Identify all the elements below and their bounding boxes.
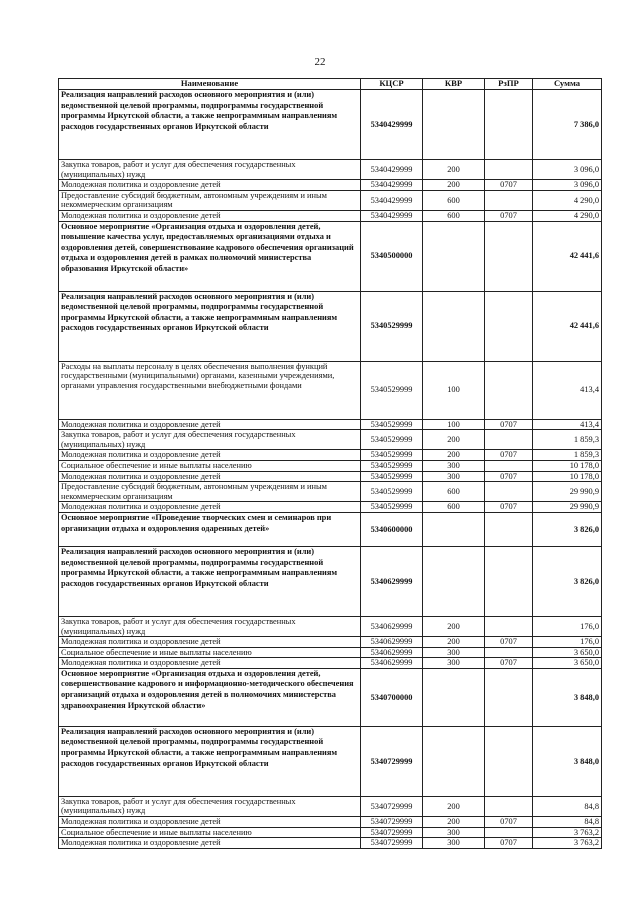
cell-sum: 3 763,2 <box>533 838 602 849</box>
cell-sum: 7 386,0 <box>533 90 602 160</box>
cell-kvr: 100 <box>423 361 485 419</box>
cell-kcsr: 5340529999 <box>361 460 423 471</box>
cell-kvr: 200 <box>423 450 485 461</box>
cell-kvr: 600 <box>423 502 485 513</box>
table-row <box>59 90 602 160</box>
cell-rzpr <box>485 647 533 658</box>
cell-kcsr: 5340429999 <box>361 160 423 180</box>
table-row <box>59 210 602 221</box>
cell-rzpr <box>485 430 533 450</box>
cell-name: Закупка товаров, работ и услуг для обеспечения государственных (муниципальных) нужд <box>59 160 361 180</box>
table-row <box>59 471 602 482</box>
cell-rzpr <box>485 221 533 291</box>
cell-sum: 4 290,0 <box>533 210 602 221</box>
cell-name: Закупка товаров, работ и услуг для обеспечения государственных (муниципальных) нужд <box>59 796 361 816</box>
cell-name: Молодежная политика и оздоровление детей <box>59 838 361 849</box>
cell-name: Реализация направлений расходов основного мероприятия и (или) ведомственной целевой программы, подпрограммы государственной программы Иркутской области, а также непрограммным направлениям расходов государственных органов Иркутской области <box>59 546 361 616</box>
table-row <box>59 512 602 546</box>
cell-rzpr: 0707 <box>485 502 533 513</box>
cell-kcsr: 5340629999 <box>361 658 423 669</box>
cell-sum: 29 990,9 <box>533 482 602 502</box>
cell-kcsr: 5340529999 <box>361 450 423 461</box>
cell-name: Молодежная политика и оздоровление детей <box>59 180 361 191</box>
cell-sum: 42 441,6 <box>533 221 602 291</box>
cell-sum: 10 178,0 <box>533 471 602 482</box>
table-row <box>59 546 602 616</box>
table-row <box>59 180 602 191</box>
cell-kvr: 300 <box>423 838 485 849</box>
cell-rzpr <box>485 361 533 419</box>
cell-rzpr <box>485 190 533 210</box>
cell-name: Социальное обеспечение и иные выплаты населению <box>59 460 361 471</box>
cell-kcsr: 5340529999 <box>361 361 423 419</box>
cell-sum: 413,4 <box>533 361 602 419</box>
table-row <box>59 419 602 430</box>
cell-sum: 84,8 <box>533 817 602 828</box>
cell-kcsr: 5340529999 <box>361 471 423 482</box>
header-kcsr: КЦСР <box>361 79 423 90</box>
cell-kcsr: 5340729999 <box>361 796 423 816</box>
cell-rzpr <box>485 460 533 471</box>
cell-rzpr <box>485 482 533 502</box>
cell-name: Реализация направлений расходов основного мероприятия и (или) ведомственной целевой программы, подпрограммы государственной программы Иркутской области, а также непрограммным направлениям расходов государственных органов Иркутской области <box>59 726 361 796</box>
table-row <box>59 190 602 210</box>
cell-kcsr: 5340629999 <box>361 616 423 636</box>
cell-kcsr: 5340529999 <box>361 482 423 502</box>
cell-sum: 42 441,6 <box>533 291 602 361</box>
cell-sum: 4 290,0 <box>533 190 602 210</box>
table-row <box>59 616 602 636</box>
table-row <box>59 838 602 849</box>
header-sum: Сумма <box>533 79 602 90</box>
table-row <box>59 460 602 471</box>
cell-name: Закупка товаров, работ и услуг для обеспечения государственных (муниципальных) нужд <box>59 616 361 636</box>
cell-kcsr: 5340729999 <box>361 726 423 796</box>
table-row <box>59 726 602 796</box>
cell-sum: 3 763,2 <box>533 827 602 838</box>
cell-name: Молодежная политика и оздоровление детей <box>59 817 361 828</box>
cell-kcsr: 5340729999 <box>361 838 423 849</box>
cell-name: Молодежная политика и оздоровление детей <box>59 658 361 669</box>
cell-name: Предоставление субсидий бюджетным, автономным учреждениям и иным некоммерческим организациям <box>59 190 361 210</box>
budget-table <box>58 78 602 849</box>
cell-kvr: 200 <box>423 180 485 191</box>
cell-kvr <box>423 512 485 546</box>
cell-sum: 3 650,0 <box>533 658 602 669</box>
cell-rzpr <box>485 160 533 180</box>
table-row <box>59 796 602 816</box>
cell-name: Расходы на выплаты персоналу в целях обеспечения выполнения функций государственными (муниципальными) органами, казенными учреждениями, органами управления государственными внебюджетными фондами <box>59 361 361 419</box>
header-rzpr: РзПР <box>485 79 533 90</box>
cell-kcsr: 5340429999 <box>361 90 423 160</box>
cell-kvr: 300 <box>423 827 485 838</box>
table-row <box>59 450 602 461</box>
cell-name: Социальное обеспечение и иные выплаты населению <box>59 647 361 658</box>
table-row <box>59 160 602 180</box>
cell-kvr: 300 <box>423 460 485 471</box>
cell-kvr: 600 <box>423 482 485 502</box>
cell-sum: 3 096,0 <box>533 180 602 191</box>
cell-kvr <box>423 726 485 796</box>
cell-kcsr: 5340700000 <box>361 668 423 726</box>
cell-sum: 176,0 <box>533 637 602 648</box>
table-row <box>59 361 602 419</box>
cell-rzpr: 0707 <box>485 658 533 669</box>
cell-name: Молодежная политика и оздоровление детей <box>59 419 361 430</box>
cell-rzpr: 0707 <box>485 838 533 849</box>
cell-name: Реализация направлений расходов основного мероприятия и (или) ведомственной целевой программы, подпрограммы государственной программы Иркутской области, а также непрограммным направлениям расходов государственных органов Иркутской области <box>59 291 361 361</box>
cell-kvr: 200 <box>423 637 485 648</box>
cell-name: Молодежная политика и оздоровление детей <box>59 450 361 461</box>
cell-name: Молодежная политика и оздоровление детей <box>59 471 361 482</box>
cell-kvr <box>423 668 485 726</box>
cell-sum: 413,4 <box>533 419 602 430</box>
cell-name: Социальное обеспечение и иные выплаты населению <box>59 827 361 838</box>
cell-rzpr <box>485 546 533 616</box>
cell-rzpr <box>485 827 533 838</box>
cell-rzpr: 0707 <box>485 419 533 430</box>
cell-kvr: 200 <box>423 160 485 180</box>
table-row <box>59 291 602 361</box>
cell-kcsr: 5340729999 <box>361 827 423 838</box>
cell-kvr: 200 <box>423 817 485 828</box>
cell-sum: 29 990,9 <box>533 502 602 513</box>
table-header-row <box>59 79 602 90</box>
cell-rzpr: 0707 <box>485 450 533 461</box>
cell-kcsr: 5340529999 <box>361 419 423 430</box>
cell-sum: 1 859,3 <box>533 430 602 450</box>
cell-rzpr <box>485 291 533 361</box>
cell-kvr: 300 <box>423 647 485 658</box>
cell-rzpr: 0707 <box>485 180 533 191</box>
cell-rzpr <box>485 512 533 546</box>
cell-name: Молодежная политика и оздоровление детей <box>59 502 361 513</box>
cell-name: Основное мероприятие «Организация отдыха и оздоровления детей, повышение качества услуг, предоставляемых организациями отдыха и оздоровления детей, совершенствование кадрового обеспечения организаций отдыха и оздоровления детей в рамках полномочий министерства образования Иркутской области» <box>59 221 361 291</box>
cell-rzpr: 0707 <box>485 817 533 828</box>
table-row <box>59 647 602 658</box>
table-row <box>59 637 602 648</box>
cell-sum: 1 859,3 <box>533 450 602 461</box>
table-row <box>59 827 602 838</box>
cell-kcsr: 5340500000 <box>361 221 423 291</box>
cell-rzpr <box>485 616 533 636</box>
cell-name: Предоставление субсидий бюджетным, автономным учреждениям и иным некоммерческим организациям <box>59 482 361 502</box>
cell-rzpr <box>485 668 533 726</box>
cell-name: Молодежная политика и оздоровление детей <box>59 210 361 221</box>
cell-name: Молодежная политика и оздоровление детей <box>59 637 361 648</box>
cell-name: Реализация направлений расходов основного мероприятия и (или) ведомственной целевой программы, подпрограммы государственной программы Иркутской области, а также непрограммным направлениям расходов государственных органов Иркутской области <box>59 90 361 160</box>
cell-sum: 84,8 <box>533 796 602 816</box>
cell-kcsr: 5340629999 <box>361 546 423 616</box>
cell-kcsr: 5340729999 <box>361 817 423 828</box>
cell-kvr <box>423 221 485 291</box>
cell-kvr: 600 <box>423 190 485 210</box>
cell-sum: 176,0 <box>533 616 602 636</box>
cell-kvr <box>423 546 485 616</box>
cell-name: Закупка товаров, работ и услуг для обеспечения государственных (муниципальных) нужд <box>59 430 361 450</box>
header-name: Наименование <box>59 79 361 90</box>
cell-kvr: 200 <box>423 796 485 816</box>
header-kvr: КВР <box>423 79 485 90</box>
cell-kvr: 300 <box>423 471 485 482</box>
cell-kcsr: 5340600000 <box>361 512 423 546</box>
cell-kcsr: 5340629999 <box>361 637 423 648</box>
cell-kcsr: 5340429999 <box>361 190 423 210</box>
cell-kcsr: 5340529999 <box>361 430 423 450</box>
table-row <box>59 658 602 669</box>
cell-rzpr: 0707 <box>485 471 533 482</box>
cell-kvr: 300 <box>423 658 485 669</box>
cell-rzpr: 0707 <box>485 210 533 221</box>
cell-sum: 3 826,0 <box>533 546 602 616</box>
table-row <box>59 817 602 828</box>
table-row <box>59 482 602 502</box>
table-row <box>59 430 602 450</box>
cell-rzpr <box>485 726 533 796</box>
cell-kcsr: 5340629999 <box>361 647 423 658</box>
cell-kvr: 100 <box>423 419 485 430</box>
cell-kcsr: 5340429999 <box>361 210 423 221</box>
cell-sum: 3 848,0 <box>533 668 602 726</box>
cell-kvr <box>423 90 485 160</box>
cell-sum: 3 826,0 <box>533 512 602 546</box>
cell-rzpr <box>485 90 533 160</box>
page-number: 22 <box>314 56 326 68</box>
cell-rzpr: 0707 <box>485 637 533 648</box>
table-row <box>59 668 602 726</box>
table-row <box>59 221 602 291</box>
cell-sum: 3 848,0 <box>533 726 602 796</box>
cell-name: Основное мероприятие «Проведение творческих смен и семинаров при организации отдыха и оздоровления одаренных детей» <box>59 512 361 546</box>
cell-kcsr: 5340429999 <box>361 180 423 191</box>
cell-kvr: 600 <box>423 210 485 221</box>
cell-sum: 10 178,0 <box>533 460 602 471</box>
cell-kcsr: 5340529999 <box>361 291 423 361</box>
table-row <box>59 502 602 513</box>
cell-sum: 3 096,0 <box>533 160 602 180</box>
cell-kvr: 200 <box>423 616 485 636</box>
cell-name: Основное мероприятие «Организация отдыха и оздоровления детей, совершенствование кадрового и информационно-методического обеспечения организаций отдыха и оздоровления детей в полномочиях министерства здравоохранения Иркутской области» <box>59 668 361 726</box>
cell-rzpr <box>485 796 533 816</box>
cell-kcsr: 5340529999 <box>361 502 423 513</box>
cell-kvr <box>423 291 485 361</box>
cell-sum: 3 650,0 <box>533 647 602 658</box>
cell-kvr: 200 <box>423 430 485 450</box>
